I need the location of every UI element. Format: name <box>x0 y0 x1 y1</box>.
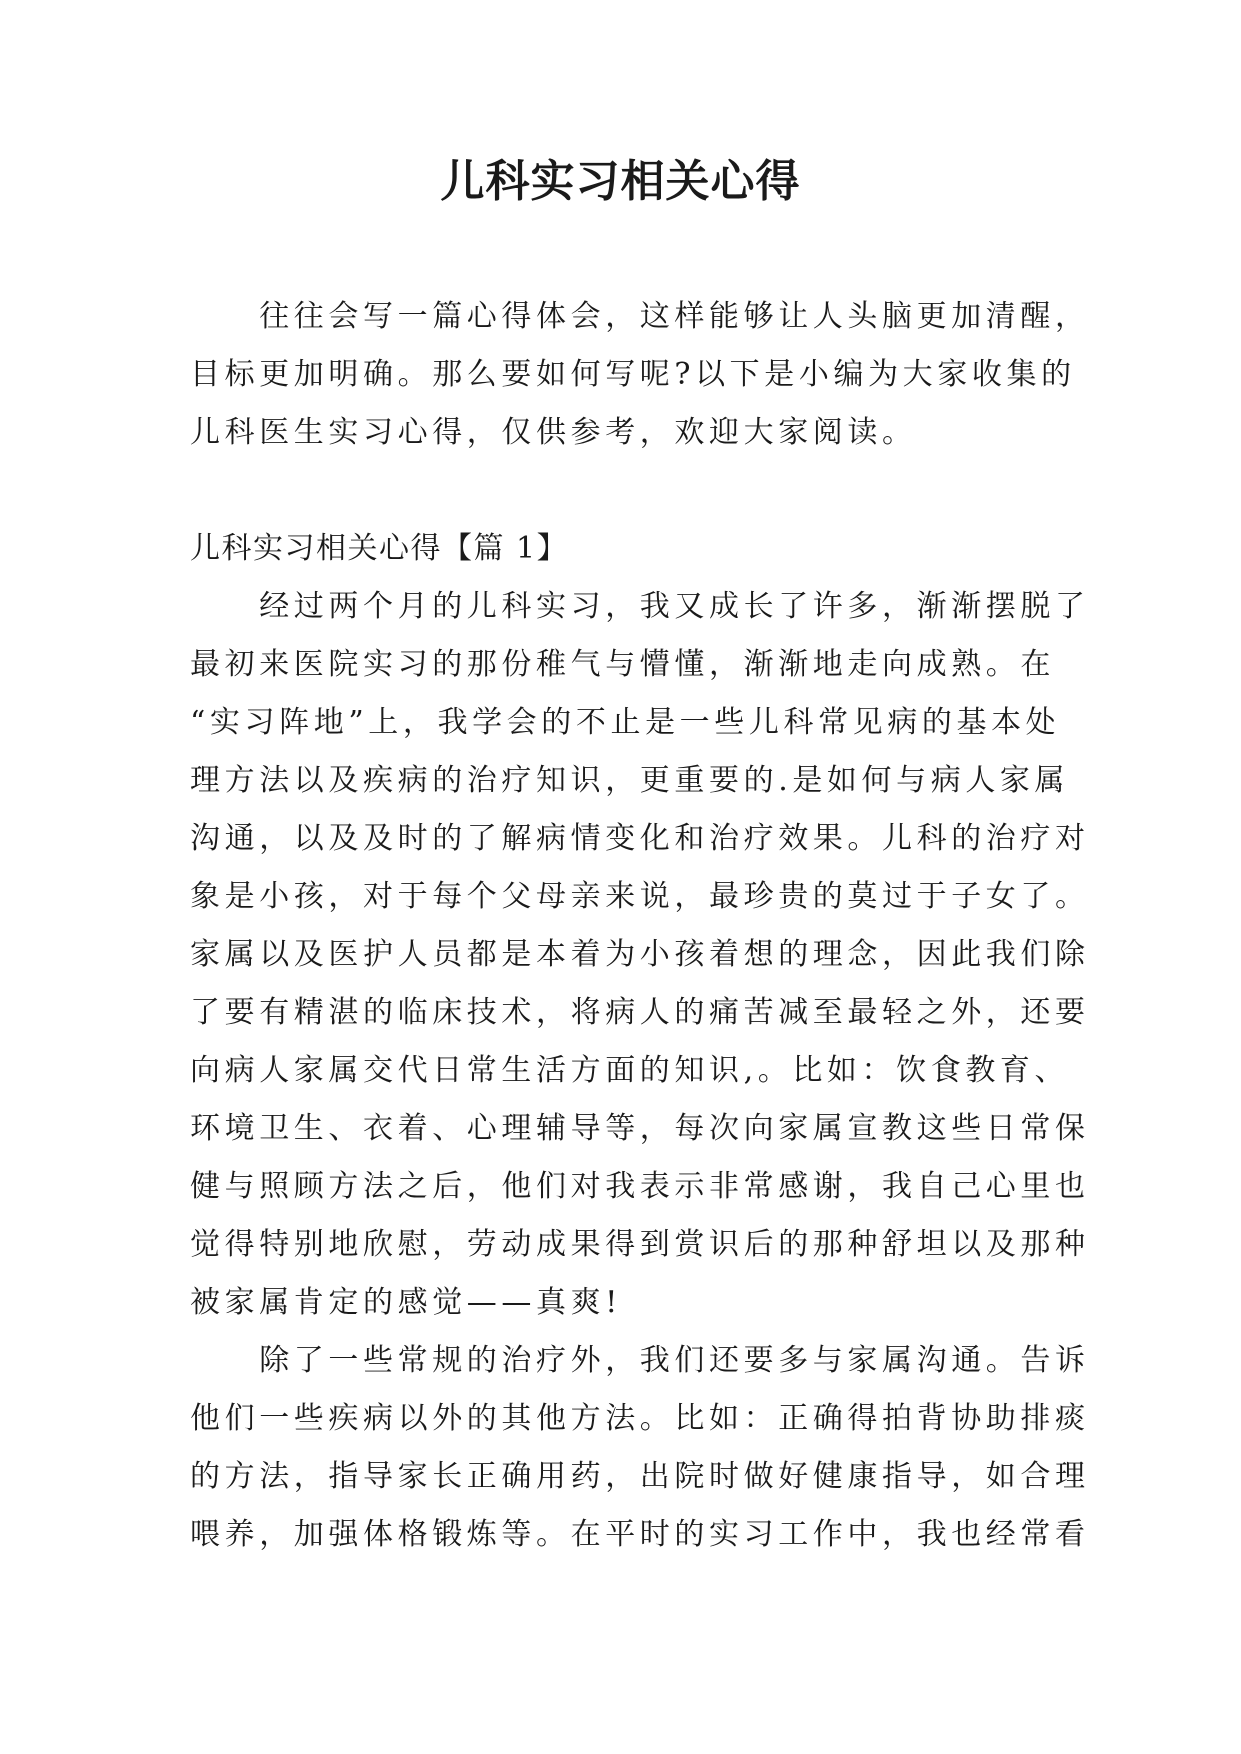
body-line: 家属以及医护人员都是本着为小孩着想的理念，因此我们除 <box>190 937 1090 972</box>
body-line: 他们一些疾病以外的其他方法。比如：正确得拍背协助排痰 <box>190 1401 1090 1436</box>
body-line: 的方法，指导家长正确用药，出院时做好健康指导，如合理 <box>190 1459 1090 1494</box>
intro-line: 往往会写一篇心得体会，这样能够让人头脑更加清醒， <box>190 299 1090 334</box>
body-line: 理方法以及疾病的治疗知识，更重要的.是如何与病人家属 <box>190 763 1070 798</box>
body-line: 喂养，加强体格锻炼等。在平时的实习工作中，我也经常看 <box>190 1517 1090 1552</box>
body-line: 被家属肯定的感觉——真爽! <box>190 1285 622 1320</box>
intro-line: 目标更加明确。那么要如何写呢?以下是小编为大家收集的 <box>190 357 1076 392</box>
body-line: 健与照顾方法之后，他们对我表示非常感谢，我自己心里也 <box>190 1169 1090 1204</box>
body-line: 除了一些常规的治疗外，我们还要多与家属沟通。告诉 <box>190 1343 1090 1378</box>
body-line: 了要有精湛的临床技术，将病人的痛苦减至最轻之外，还要 <box>190 995 1090 1030</box>
body-line: 环境卫生、衣着、心理辅导等，每次向家属宣教这些日常保 <box>190 1111 1090 1146</box>
body-line: 觉得特别地欣慰，劳动成果得到赏识后的那种舒坦以及那种 <box>190 1227 1090 1262</box>
document-title: 儿科实习相关心得 <box>440 156 801 207</box>
intro-paragraph <box>190 288 1090 462</box>
body-line: 沟通，以及及时的了解病情变化和治疗效果。儿科的治疗对 <box>190 821 1090 856</box>
body-line: 经过两个月的儿科实习，我又成长了许多，渐渐摆脱了 <box>190 589 1090 624</box>
body-line: 象是小孩，对于每个父母亲来说，最珍贵的莫过于子女了。 <box>190 879 1090 914</box>
body-line: 向病人家属交代日常生活方面的知识,。比如：饮食教育、 <box>190 1053 1070 1088</box>
section-body <box>190 578 1090 1564</box>
section-heading: 儿科实习相关心得【篇 1】 <box>190 531 569 566</box>
intro-line: 儿科医生实习心得，仅供参考，欢迎大家阅读。 <box>190 415 917 450</box>
body-line: “实习阵地”上，我学会的不止是一些儿科常见病的基本处 <box>190 705 1061 740</box>
body-line: 最初来医院实习的那份稚气与懵懂，渐渐地走向成熟。在 <box>190 647 1055 682</box>
